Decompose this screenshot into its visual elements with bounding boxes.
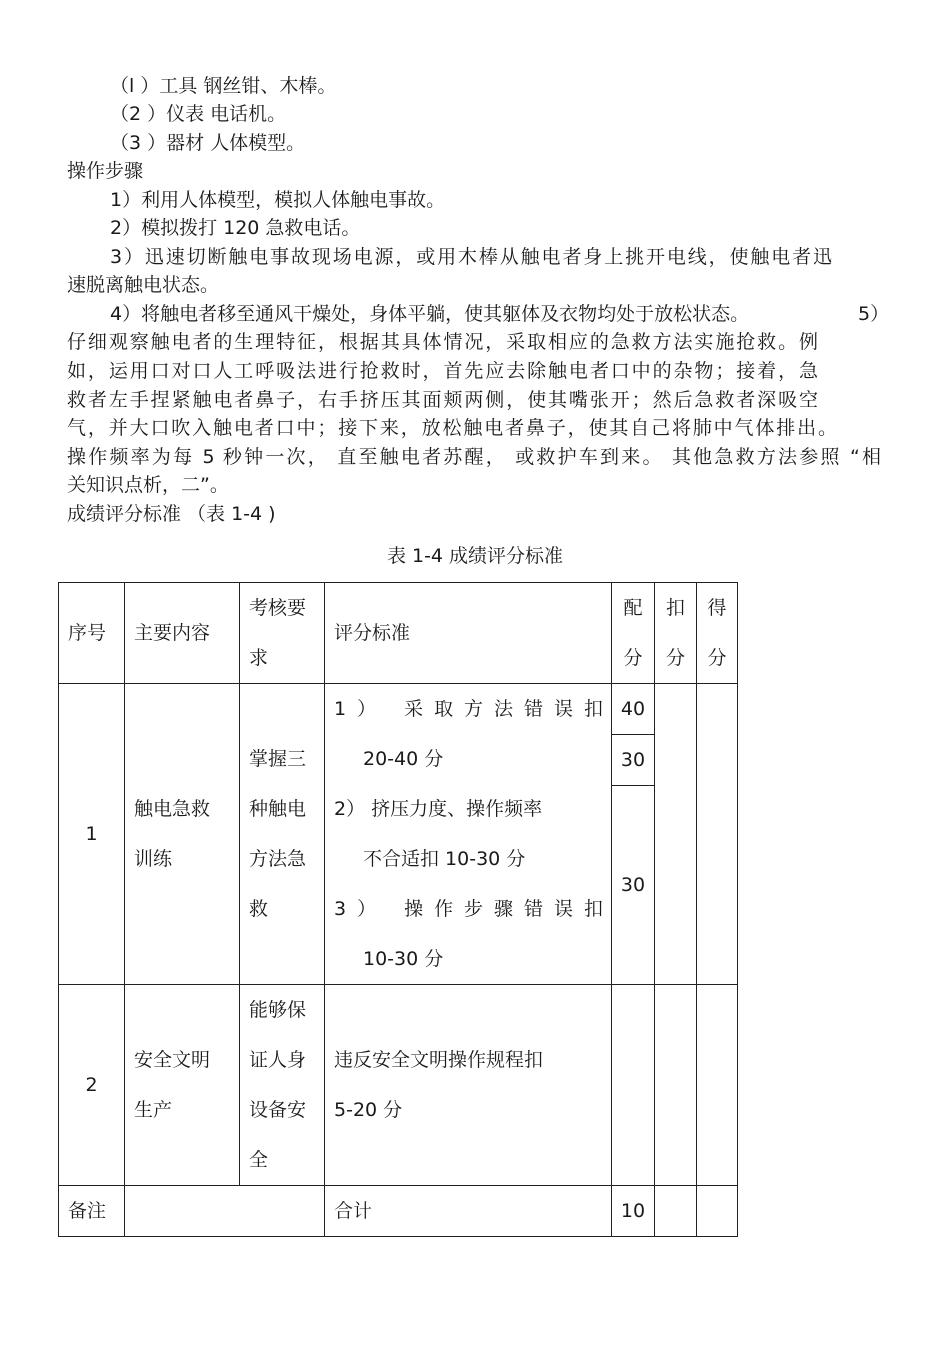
criteria-2-detail: 不合适扣 10-30 分 [363,848,526,870]
header-score: 得 分 [697,583,738,684]
row2-points [612,985,655,1186]
row1-criteria [325,684,612,985]
row1-seq: 1 [59,684,125,985]
steps-heading: 操作步骤 [67,160,144,182]
total-deduction [655,1186,697,1237]
total-score [697,1186,738,1237]
header-criteria: 评分标准 [325,583,612,684]
total-value: 10 [612,1186,655,1237]
header-points: 配 分 [612,583,655,684]
row1-points-3: 30 [612,786,655,985]
row2-content: 安全文明 生产 [125,985,240,1186]
criteria-3-detail: 10-30 分 [363,948,444,970]
step-5-line-1: 仔细观察触电者的生理特征，根据其具体情况，采取相应的急救方法实施抢救。例 [67,331,818,353]
row1-requirement: 掌握三 种触电 方法急 救 [240,684,325,985]
row2-deduction [655,985,697,1186]
remark-value [125,1186,325,1237]
criteria-3: 3） 操作步骤错误扣 [334,898,603,920]
row2-score [697,985,738,1186]
step-5-line-3: 救者左手捏紧触电者鼻子，右手挤压其面颊两侧，使其嘴张开；然后急救者深吸空 [67,389,818,411]
row1-content: 触电急救 训练 [125,684,240,985]
step-5-number: 5） [858,303,890,325]
step-5-line-4: 气，并大口吹入触电者口中；接下来，放松触电者鼻子，使其自己将肺中气体排出。 [67,417,837,439]
header-requirement: 考核要 求 [240,583,325,684]
criteria-1-detail: 20-40 分 [363,748,444,770]
table-row [59,684,738,735]
remark-label: 备注 [59,1186,125,1237]
step-5-line-5: 操作频率为每 5 秒钟一次， 直至触电者苏醒， 或救护车到来。 其他急救方法参照 “相 [67,446,881,468]
criteria-2: 2） 挤压力度、操作频率 [334,798,543,820]
step-4: 4）将触电者移至通风干燥处，身体平躺，使其躯体及衣物均处于放松状态。 [110,303,750,325]
row2-requirement: 能够保 证人身 设备安 全 [240,985,325,1186]
table-footer-row [59,1186,738,1237]
header-deduction: 扣 分 [655,583,697,684]
table-header-row [59,583,738,684]
header-seq: 序号 [59,583,125,684]
step-5-line-2: 如，运用口对口人工呼吸法进行抢救时，首先应去除触电者口中的杂物；接着，急 [67,360,818,382]
step-3-line-2: 速脱离触电状态。 [67,274,220,296]
header-content: 主要内容 [125,583,240,684]
intro-instruments: （2 ）仪表 电话机。 [110,103,287,125]
row2-criteria: 违反安全文明操作规程扣 5-20 分 [325,985,612,1186]
score-table [58,582,738,1237]
intro-materials: （3 ）器材 人体模型。 [110,132,306,154]
total-label: 合计 [325,1186,612,1237]
criteria-1: 1） 采取方法错误扣 [334,698,603,720]
step-5-line-6: 关知识点析，二”。 [67,474,229,496]
row1-points-1: 40 [612,684,655,735]
table-caption: 表 1-4 成绩评分标准 [386,545,564,567]
step-3-line-1: 3）迅速切断触电事故现场电源，或用木棒从触电者身上挑开电线，使触电者迅 [110,246,832,268]
row2-seq: 2 [59,985,125,1186]
intro-tools: （l ）工具 钢丝钳、木棒。 [110,75,337,97]
step-2: 2）模拟拨打 120 急救电话。 [110,217,361,239]
step-1: 1）利用人体模型，模拟人体触电事故。 [110,189,446,211]
row1-score [697,684,738,985]
grading-heading: 成绩评分标准 （表 1-4 ) [67,503,276,525]
row1-deduction [655,684,697,985]
table-row [59,985,738,1186]
row1-points-2: 30 [612,735,655,786]
